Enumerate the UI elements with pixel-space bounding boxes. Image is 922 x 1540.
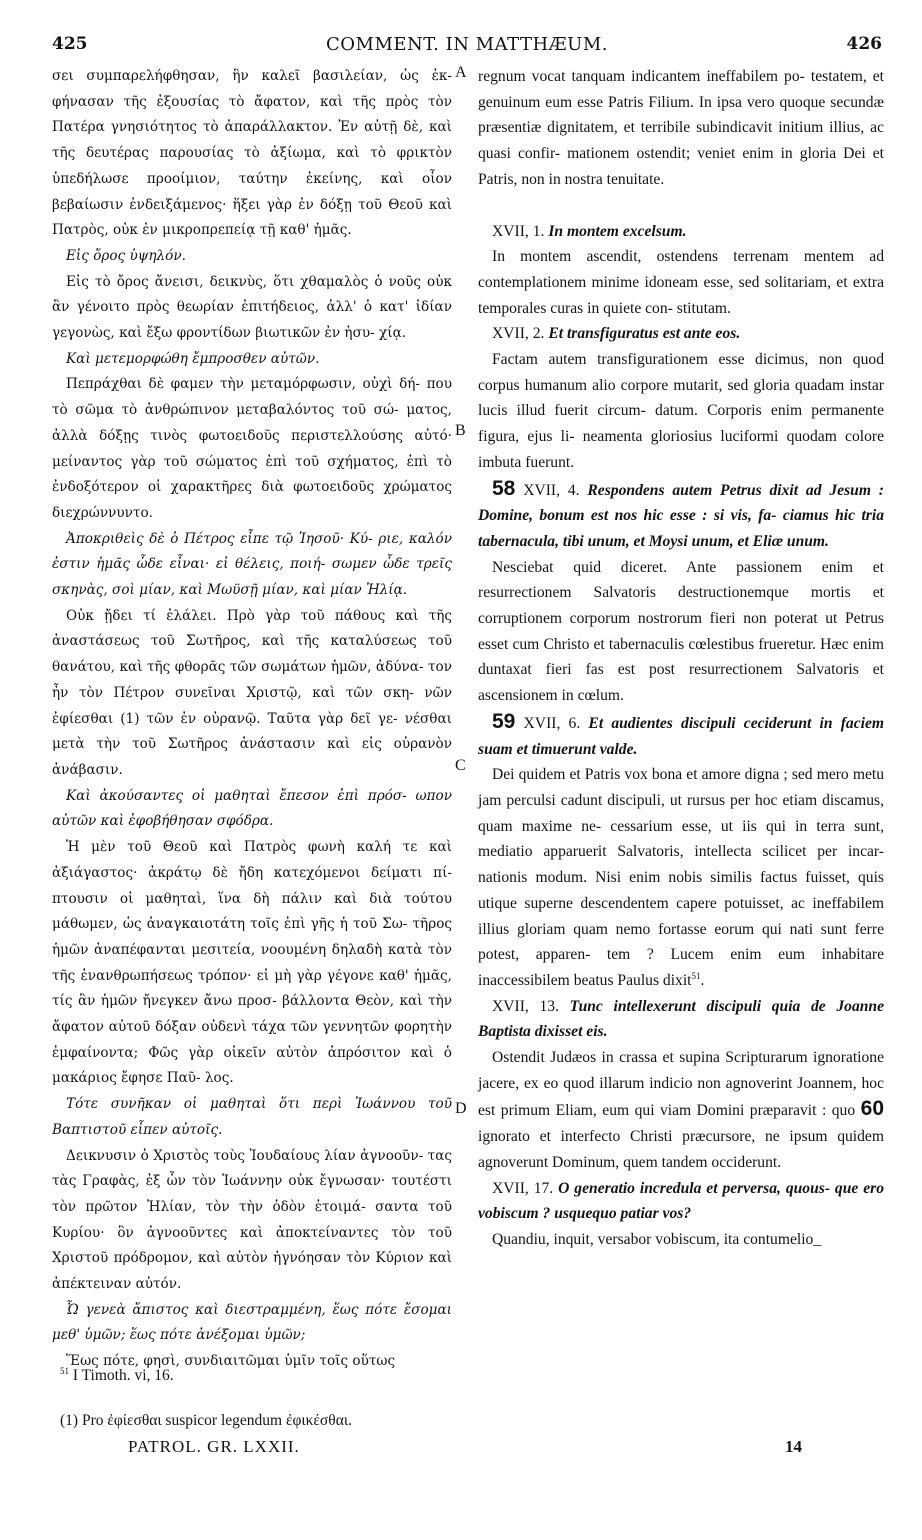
- verse-reference: XVII, 13.: [492, 997, 559, 1015]
- page-number-right: 426: [846, 34, 882, 54]
- latin-text: Ostendit Judæos in crassa et supina Scripturarum ignoratione jacere, ex eo quod illarum indicio non agnoverint Joannem, hoc est primum Eliam, eum qui viam Domini præparavit : quo: [478, 1049, 884, 1120]
- verse-reference: XVII, 17.: [492, 1179, 554, 1197]
- greek-paragraph: Δεικνυσιν ὁ Χριστὸς τοὺς Ἰουδαίους λίαν ἀγνοοῦν- τας τὰς Γραφὰς, ἐξ ὧν τὸν Ἰωάννην οὐκ ἔγνωσαν· τουτέστι τὸν πρῶτον Ἠλίαν, τὸν τὴν ὁδὸν ἑτοιμά- σαντα τοῦ Κυρίου· ὃν ἀγνοοῦντες καὶ ἀποκτείναντες τὸν τοῦ Χριστοῦ πρόδρομον, καὶ αὐτὸν ἠγνόησαν τὸν Κύριον καὶ ἀπέκτειναν αὐτόν.: [52, 1147, 452, 1293]
- latin-lemma: [478, 476, 884, 555]
- footnote: [60, 1367, 174, 1385]
- greek-lemma: Καὶ μετεμορφώθη ἔμπροσθεν αὐτῶν.: [66, 350, 320, 367]
- footnote-marker: 51: [691, 970, 701, 981]
- greek-paragraph: Εἰς τὸ ὄρος ἄνεισι, δεικνὺς, ὅτι χθαμαλὸς ὁ νοῦς οὐκ ἂν γένοιτο πρὸς θεωρίαν ἐπιτήδειος, ἀλλ' ὁ κατ' ἰδίαν γεγονὼς, καὶ ἔξω φροντίδων βιωτικῶν ἐν ἡσυ- χίᾳ.: [52, 273, 452, 342]
- spacer: [478, 193, 884, 219]
- latin-lemma: [478, 1176, 884, 1227]
- greek-paragraph: σει συμπαρελήφθησαν, ἣν καλεῖ βασιλείαν, ὡς ἐκ- φήνασαν τῆς ἐξουσίας τὸ ἄφατον, καὶ τῆς πρὸς τὸν Πατέρα γνησιότητος τὸ ἀπαράλλακτον. Ἐν αὐτῇ δὲ, καὶ τῆς δευτέρας παρουσίας τὸ ἀξίωμα, καὶ τὸ φρικτὸν ὑπεδήλωσε προοίμιον, ταύτην ἐκείνης, καὶ οἷον βεβαίωσιν ἐνδειξάμενος· ἥξει γὰρ ἐν δόξῃ τοῦ Θεοῦ καὶ Πατρὸς, οὐκ ἐν μικροπρεπείᾳ τῇ καθ' ἡμᾶς.: [52, 68, 452, 239]
- signature-number: 14: [785, 1437, 802, 1456]
- page-number-left: 425: [52, 34, 88, 54]
- greek-lemma: Καὶ ἀκούσαντες οἱ μαθηταὶ ἔπεσον ἐπὶ πρόσ- ωπον αὐτῶν καὶ ἐφοβήθησαν σφόδρα.: [52, 787, 452, 830]
- margin-letter-b: B: [455, 422, 466, 439]
- page-header: [52, 34, 882, 64]
- latin-paragraph: In montem ascendit, ostendens terrenam mentem ad contemplationem minime idoneam esse, sed solitariam, et extra temporales curas in quiete con- stitutam.: [478, 248, 884, 317]
- column-number: 58: [492, 476, 516, 500]
- footnote-marker: 51: [60, 1365, 69, 1376]
- greek-lemma: Εἰς ὄρος ὑψηλόν.: [66, 247, 186, 264]
- latin-paragraph: [478, 762, 884, 993]
- greek-paragraph: Ἡ μὲν τοῦ Θεοῦ καὶ Πατρὸς φωνὴ καλή τε καὶ ἀξιάγαστος· ἀκράτῳ δὲ ἤδη κατεχόμενοι δείματι πί- πτουσιν οἱ μαθηταὶ, ἵνα δὴ πάλιν καὶ διὰ τούτου μάθωμεν, ὡς ἀναγκαιοτάτη τοῖς ἐπὶ γῆς ἡ τοῦ Σω- τῆρος ἡμῶν ἀναπέφανται μεσιτεία, νοουμένη δηλαδὴ κατὰ τὸν τῆς ἐνανθρωπήσεως τρόπον· εἰ μὴ γὰρ γέγονε καθ' ἡμᾶς, τίς ἂν ἡμῶν ἤνεγκεν ἄνω προσ- βάλλοντα Θεὸν, καὶ τὴν ἄφατον αὐτοῦ δόξαν οὐδενὶ τάχα τῶν γεννητῶν φορητὴν ἐμφαίνοντα; Φῶς γὰρ οἰκεῖν αὐτὸν ἀπρόσιτον καὶ ὁ μακάριος ἔφησε Παῦ- λος.: [52, 839, 452, 1087]
- latin-paragraph: Factam autem transfigurationem esse dicimus, non quod corpus humanum alio corpore mutarit, sed gloria quadam instar lucis illud fuerit circum- datum. Corporis enim permanente figura, ejus li- neamenta gloriosius luciformi quodam colore imbuta fuerunt.: [478, 351, 884, 471]
- lemma-text: O generatio incredula et perversa, quous- que ero vobiscum ? usquequo patiar vos?: [478, 1179, 885, 1223]
- margin-letter-d: D: [455, 1100, 467, 1117]
- latin-paragraph: Quandiu, inquit, versabor vobiscum, ita contumelio_: [492, 1230, 822, 1248]
- latin-column: [478, 64, 884, 1253]
- verse-reference: XVII, 4.: [523, 481, 580, 499]
- lemma-text: Et audientes discipuli ceciderunt in faciem suam et timuerunt valde.: [478, 714, 885, 758]
- latin-text: .: [700, 971, 705, 989]
- verse-reference: XVII, 6.: [523, 714, 581, 732]
- column-number: 60: [860, 1097, 884, 1121]
- verse-reference: XVII, 2.: [492, 325, 545, 343]
- footnote-text: I Timoth. vi, 16.: [72, 1367, 174, 1384]
- latin-lemma: [478, 994, 884, 1045]
- footnote: (1) Pro ἐφίεσθαι suspicor legendum ἐφικέσθαι.: [60, 1412, 352, 1429]
- greek-lemma: Ὦ γενεὰ ἄπιστος καὶ διεστραμμένη, ἕως πότε ἔσομαι μεθ' ὑμῶν; ἕως πότε ἀνέξομαι ὑμῶν;: [52, 1301, 452, 1344]
- greek-column: [52, 64, 452, 1375]
- greek-paragraph: Πεπράχθαι δὲ φαμεν τὴν μεταμόρφωσιν, οὐχὶ δή- που τὸ σῶμα τὸ ἀνθρώπινον μεταβαλόντος τοῦ σώ- ματος, ἀλλὰ δόξῃς τινὸς φωτοειδοῦς περιστελλούσης αὐτό· μείναντος γὰρ τοῦ σώματος ἐπὶ τοῦ σχήματος, ἐπὶ τὸ ἐνδοξότερον οἱ χαρακτῆρες διὰ φωτοειδοῦς χρώματος διεχρώννυντο.: [52, 376, 452, 521]
- greek-lemma: Τότε συνῆκαν οἱ μαθηταὶ ὅτι περὶ Ἰωάννου τοῦ Βαπτιστοῦ εἶπεν αὐτοῖς.: [52, 1096, 452, 1138]
- greek-paragraph: Ἕως πότε, φησὶ, συνδιαιτῶμαι ὑμῖν τοῖς οὕτως: [66, 1353, 396, 1370]
- lemma-text: Tunc intellexerunt discipuli quia de Joanne Baptista dixisset eis.: [478, 997, 885, 1041]
- signature-mark: PATROL. GR. LXXII.: [128, 1437, 300, 1456]
- margin-letter-c: C: [455, 757, 466, 774]
- latin-lemma: [478, 709, 884, 762]
- column-number: 59: [492, 709, 516, 733]
- latin-lemma: [478, 321, 884, 347]
- latin-text: Dei quidem et Patris vox bona et amore digna ; sed mero metu jam perculsi cadunt discipuli, ut rursus per hoc etiam discamus, quam maxime ne- cessarium esse, ut iis qui in terra sunt, mediatio apparuerit Salvatoris, intellecta scilicet per incar- nationis modum. Nisi enim nobis similis factus fuisset, quis utique superne descendentem capere potuisset, ac ineffabilem illius gloriam quam nemo fortasse eorum qui nati sunt ferre potest, apparen- tem ? Lucem enim eum inhabitare inaccessibilem beatus Paulus dixit: [478, 766, 884, 989]
- lemma-text: Respondens autem Petrus dixit ad Jesum : Domine, bonum est nos hic esse : si vis, fa- ciamus hic tria tabernacula, tibi unum, et Moysi unum, et Eliæ unum.: [478, 481, 884, 550]
- greek-lemma: Ἀποκριθεὶς δὲ ὁ Πέτρος εἶπε τῷ Ἰησοῦ· Κύ- ριε, καλόν ἐστιν ἡμᾶς ὧδε εἶναι· εἰ θέλεις, ποιή- σωμεν ὧδε τρεῖς σκηνὰς, σοὶ μίαν, καὶ Μωϋσῇ μίαν, καὶ μίαν Ἠλίᾳ.: [52, 530, 452, 599]
- latin-paragraph: [478, 1045, 884, 1176]
- latin-paragraph: regnum vocat tanquam indicantem ineffabilem po- testatem, et genuinum eum esse Patris Filium. In ipsa vero quoque secundæ præsentiæ dignitatem, et terribile subindicavit initium illius, ac quasi confir- mationem ostendit; veniet enim in gloria Dei et Patris, non in nostra tenuitate.: [478, 68, 884, 188]
- lemma-text: In montem excelsum.: [548, 222, 687, 240]
- greek-paragraph: Οὐκ ᾔδει τί ἐλάλει. Πρὸ γὰρ τοῦ πάθους καὶ τῆς ἀναστάσεως τοῦ Σωτῆρος, καὶ τῆς καταλύσεως τοῦ θανάτου, καὶ τῆς φθορᾶς τῶν σωμάτων ἡμῶν, ἀδύνα- τον ἦν τὸν Πέτρον συνεῖναι Χριστῷ, καὶ τῶν σκη- νῶν ἐφίεσθαι (1) τῶν ἐν οὐρανῷ. Ταῦτα γὰρ δεῖ γε- νέσθαι μετὰ τὴν τοῦ Σωτῆρος ἀνάστασιν καὶ εἰς οὐρανὸν ἀνάβασιν.: [52, 607, 452, 778]
- latin-text: ignorato et interfecto Christi præcursore, ne ipsum quidem agnoverunt Dominum, quem tandem occiderunt.: [478, 1128, 884, 1171]
- margin-letter-a: A: [455, 64, 467, 81]
- latin-paragraph: Nesciebat quid diceret. Ante passionem enim et resurrectionem Salvatoris destructionemque mortis et corruptionem corporum nostrorum fieri non poterat ut Petrus esset cum Christo et tabernaculis cœlestibus frueretur. Hæc enim duntaxat fieri fas est post resurrectionem Salvatoris et ascensionem in cœlum.: [478, 558, 884, 705]
- latin-lemma: [478, 219, 884, 245]
- verse-reference: XVII, 1.: [492, 222, 545, 240]
- lemma-text: Et transfiguratus est ante eos.: [548, 325, 741, 343]
- running-title: COMMENT. IN MATTHÆUM.: [326, 34, 608, 55]
